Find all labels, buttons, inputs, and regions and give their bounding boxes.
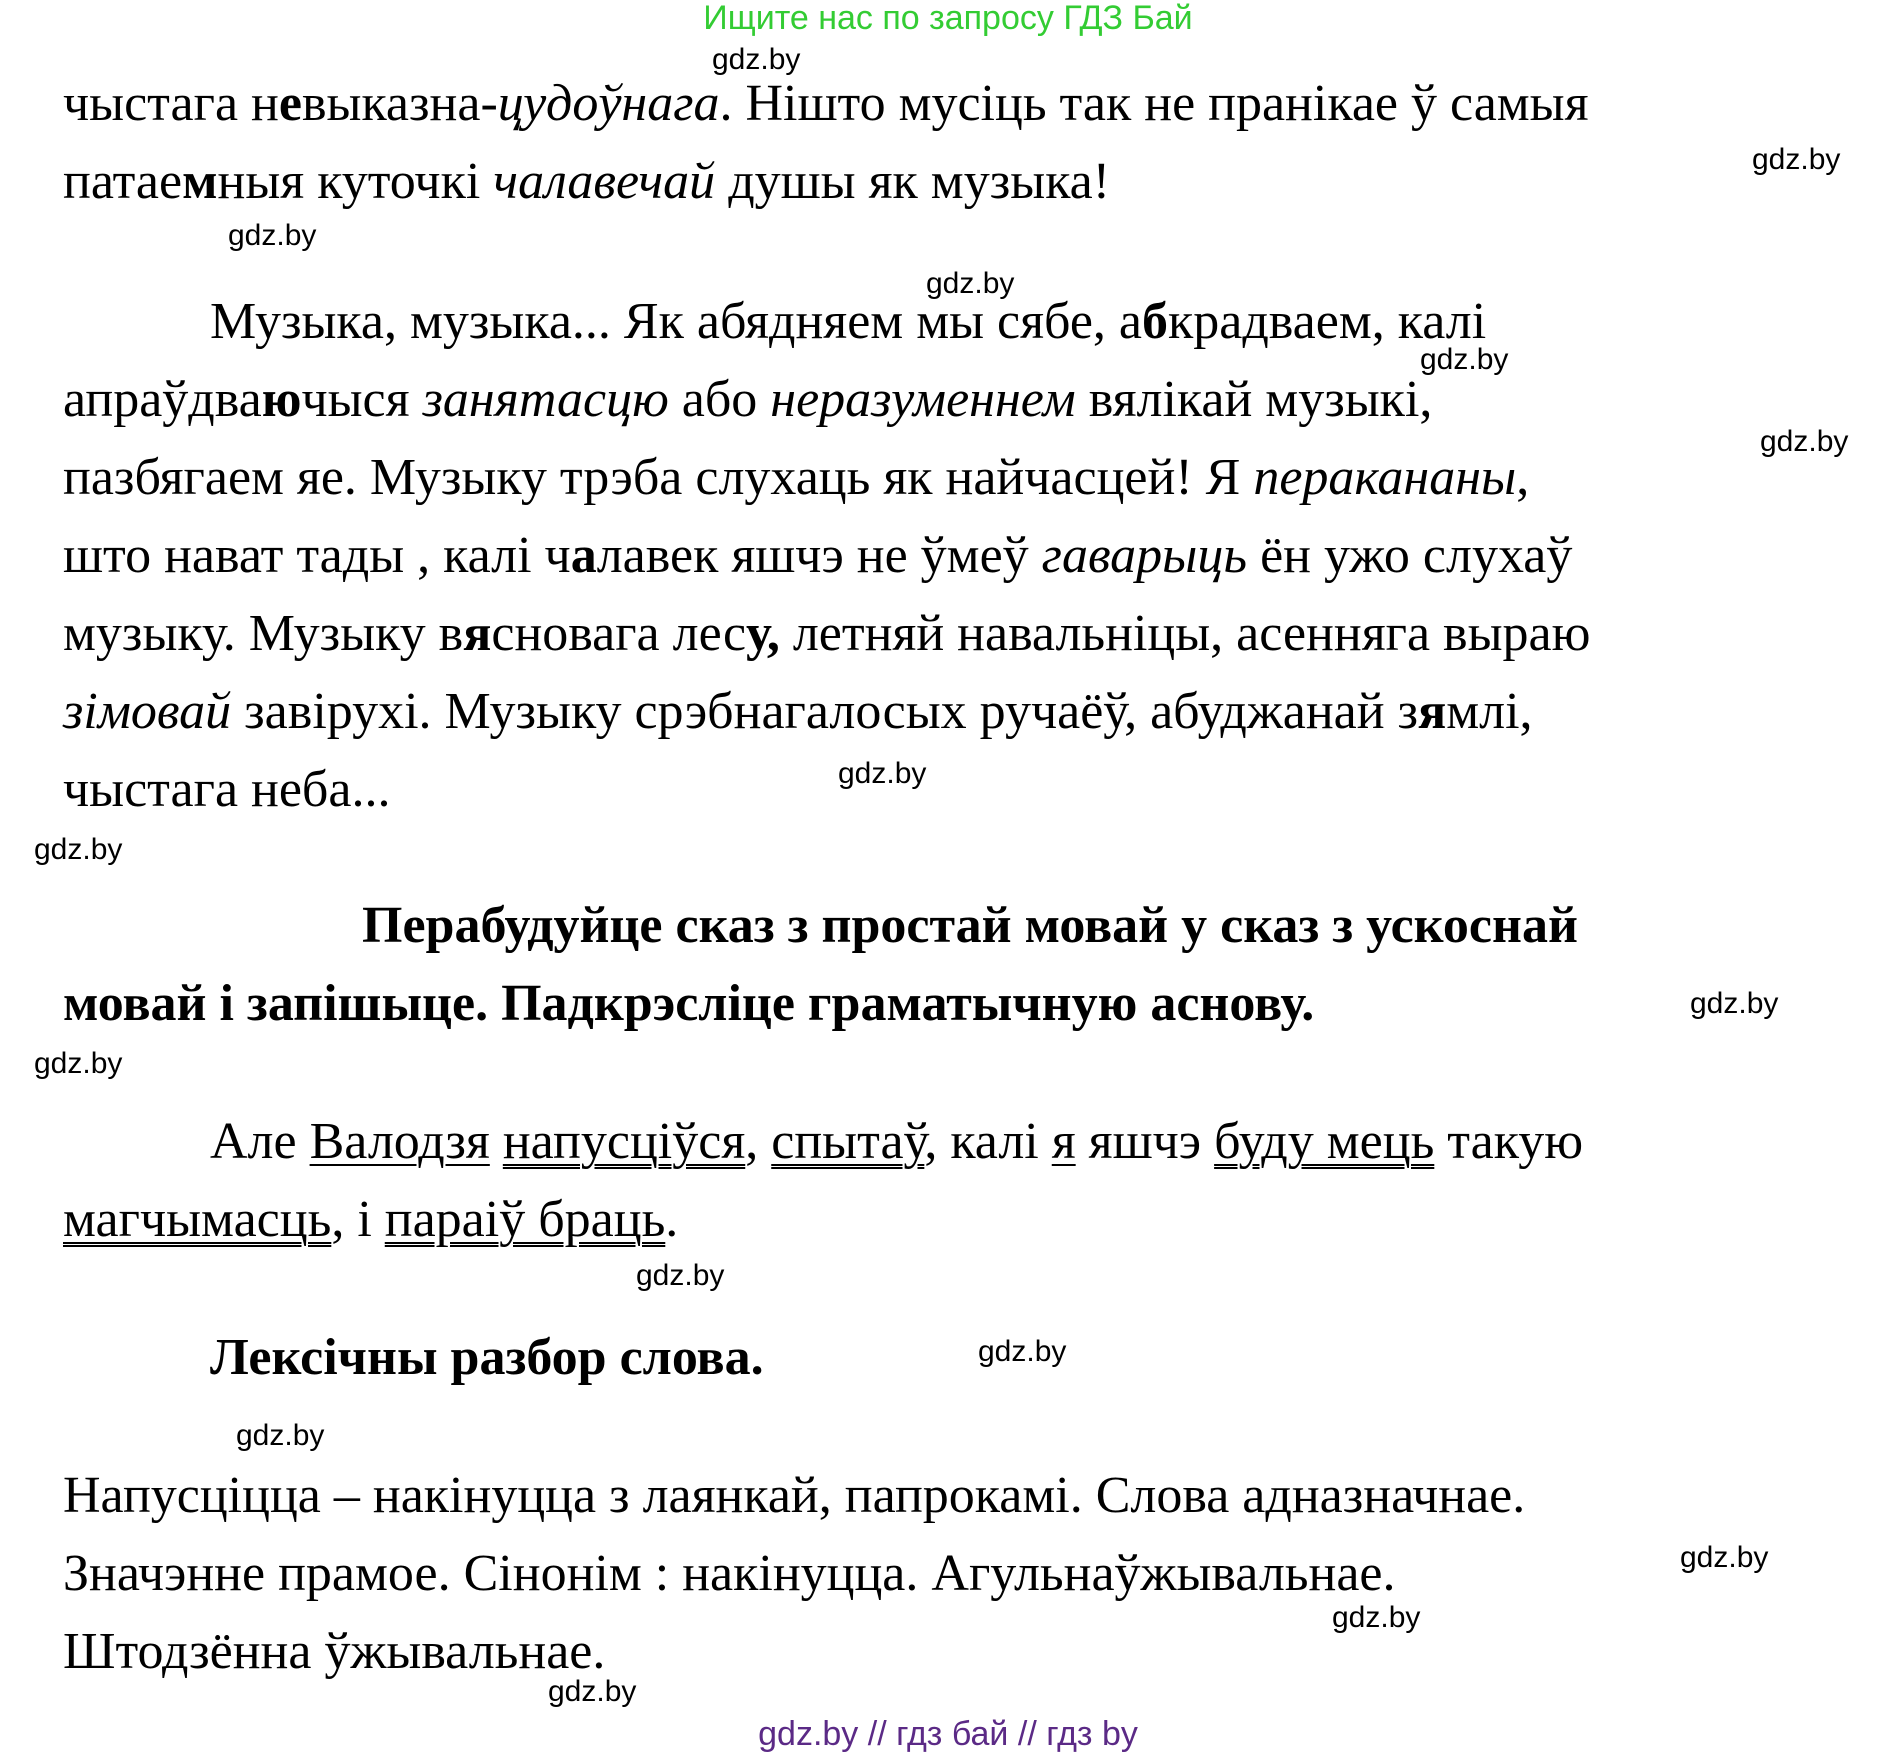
task-heading: Перабудуйце сказ з простай мовай у сказ з ускоснай <box>362 897 1578 954</box>
watermark: gdz.by <box>1680 1541 1769 1574</box>
text-line: зімовай завірухі. Музыку срэбнагалосых ручаёў, абуджанай зямлі, <box>63 683 1533 740</box>
text-line: Значэнне прамое. Сінонім : накінуцца. Агульнаўжывальнае. <box>63 1545 1396 1602</box>
object: магчымасць <box>63 1191 332 1248</box>
predicate: спытаў <box>771 1113 925 1170</box>
answer-line: магчымасць, і параіў браць. <box>63 1191 679 1248</box>
footer-links: gdz.by // гдз бай // гдз by <box>758 1715 1138 1753</box>
watermark: gdz.by <box>228 219 317 252</box>
watermark: gdz.by <box>34 1047 123 1080</box>
subject: Валодзя <box>309 1113 490 1170</box>
lex-heading: Лексічны разбор слова. <box>210 1329 764 1386</box>
text-line: Напусціцца – накінуцца з лаянкай, папрокамі. Слова адназначнае. <box>63 1467 1526 1524</box>
watermark: gdz.by <box>978 1335 1067 1368</box>
watermark: gdz.by <box>926 267 1015 300</box>
text-line: што нават тады , калі чалавек яшчэ не ўмеў гаварыць ён ужо слухаў <box>63 527 1573 584</box>
watermark: gdz.by <box>838 757 927 790</box>
watermark: gdz.by <box>1420 343 1509 376</box>
text-line: патаемныя куточкі чалавечай душы як музыка! <box>63 153 1111 210</box>
watermark: gdz.by <box>1332 1601 1421 1634</box>
text-line: апраўдваючыся занятасцю або неразуменнем вялікай музыкі, <box>63 371 1433 428</box>
watermark: gdz.by <box>1690 987 1779 1020</box>
answer-line: Але Валодзя напусціўся, спытаў, калі я яшчэ буду мець такую <box>210 1113 1584 1170</box>
text-line: пазбягаем яе. Музыку трэба слухаць як найчасцей! Я перакананы, <box>63 449 1530 506</box>
predicate: буду мець <box>1214 1113 1435 1170</box>
text-line: Штодзённа ўжывальнае. <box>63 1623 606 1680</box>
watermark: gdz.by <box>34 833 123 866</box>
text-line: чыстага невыказна-цудоўнага. Нішто мусіць так не пранікае ў самыя <box>63 75 1589 132</box>
text-line: музыку. Музыку вясновага лесу, летняй навальніцы, асенняга выраю <box>63 605 1591 662</box>
predicate: параіў браць <box>384 1191 666 1248</box>
text-line: Музыка, музыка... Як абядняем мы сябе, абкрадваем, калі <box>210 293 1487 350</box>
watermark: gdz.by <box>712 43 801 76</box>
watermark: gdz.by <box>1760 425 1849 458</box>
text-line: чыстага неба... <box>63 761 391 818</box>
subject: я <box>1051 1113 1076 1170</box>
watermark: gdz.by <box>636 1259 725 1292</box>
predicate: напусціўся <box>502 1113 746 1170</box>
search-banner: Ищите нас по запросу ГДЗ Бай <box>703 0 1193 37</box>
task-heading: мовай і запішыце. Падкрэсліце граматычную аснову. <box>63 975 1315 1032</box>
watermark: gdz.by <box>1752 143 1841 176</box>
watermark: gdz.by <box>548 1675 637 1708</box>
watermark: gdz.by <box>236 1419 325 1452</box>
